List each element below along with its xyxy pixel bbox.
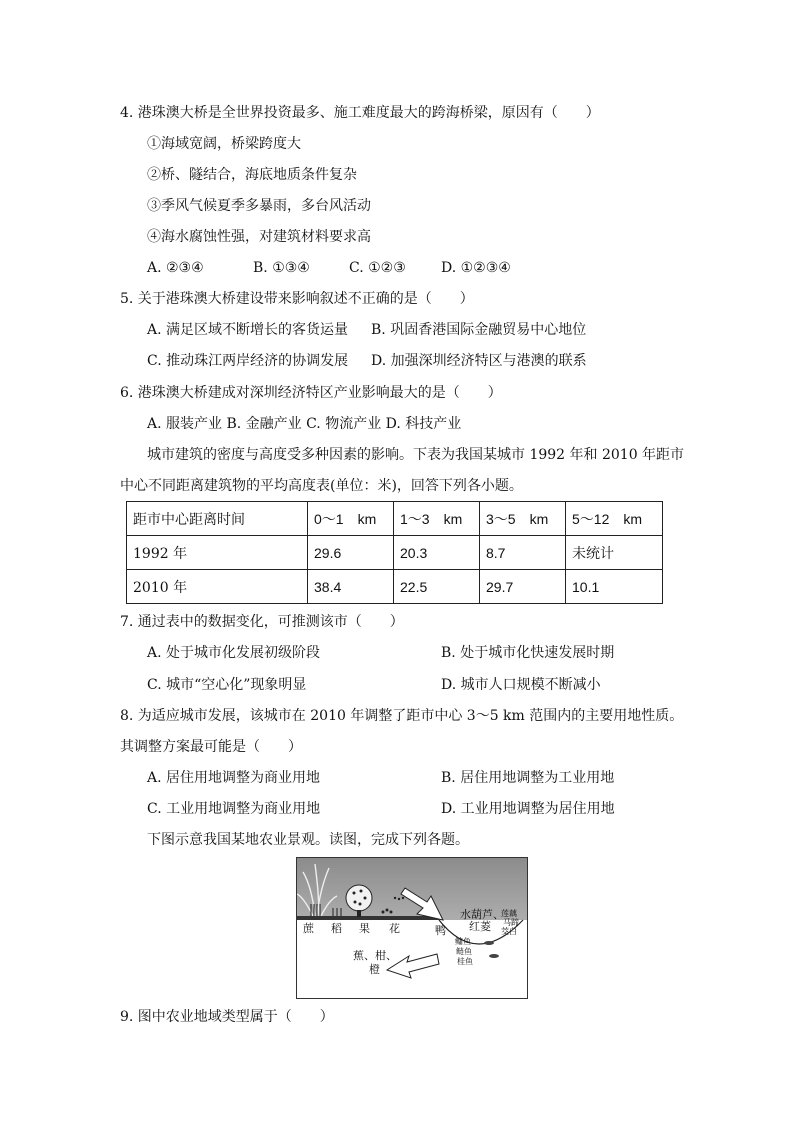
passage-2: 下图示意我国某地农业景观。读图，完成下列各题。 xyxy=(147,832,469,848)
table-cell-year: 1992 年 xyxy=(127,536,308,570)
table-cell: 20.3 xyxy=(394,536,480,570)
table-header-cell: 3～5 km xyxy=(480,502,566,536)
q4-item-2: ②桥、隧结合，海底地质条件复杂 xyxy=(147,167,357,183)
q5-option-b: B. 巩固香港国际金融贸易中心地位 xyxy=(371,322,587,338)
table-cell: 8.7 xyxy=(480,536,566,570)
figure-label: 莲藕 xyxy=(501,909,517,918)
figure-label: 水葫芦、 xyxy=(460,908,504,921)
table-row xyxy=(127,570,663,604)
q8-option-c: C. 工业用地调整为商业用地 xyxy=(147,801,321,817)
q7-option-c: C. 城市“空心化”现象明显 xyxy=(147,677,307,693)
figure-label: 花 xyxy=(389,922,400,935)
figure-label: 桂鱼 xyxy=(457,957,473,966)
figure-label: 鸭 xyxy=(435,924,446,937)
table-header-row xyxy=(127,502,663,536)
q5-stem: 5. 关于港珠澳大桥建设带来影响叙述不正确的是（ ） xyxy=(120,291,474,307)
q6-stem: 6. 港珠澳大桥建成对深圳经济特区产业影响最大的是（ ） xyxy=(120,385,502,401)
table-header-cell: 5～12 km xyxy=(566,502,663,536)
agriculture-landscape-figure xyxy=(296,857,528,999)
passage-1-line-2: 中心不同距离建筑物的平均高度表(单位：米)，回答下列各小题。 xyxy=(120,478,523,494)
q4-option-a: A. ②③④ xyxy=(147,260,204,276)
q8-option-b: B. 居住用地调整为工业用地 xyxy=(441,770,615,786)
q7-stem: 7. 通过表中的数据变化，可推测该市（ ） xyxy=(120,614,404,630)
figure-label: 果 xyxy=(359,922,370,935)
figure-label: 橙 xyxy=(369,963,380,976)
q6-options: A. 服装产业 B. 金融产业 C. 物流产业 D. 科技产业 xyxy=(147,416,462,432)
table-cell-year: 2010 年 xyxy=(127,570,308,604)
q7-option-d: D. 城市人口规模不断减小 xyxy=(441,677,601,693)
table-header-cell: 1～3 km xyxy=(394,502,480,536)
table-cell: 22.5 xyxy=(394,570,480,604)
table-header-cell: 距市中心距离时间 xyxy=(127,502,308,536)
q4-item-4: ④海水腐蚀性强，对建筑材料要求高 xyxy=(147,229,371,245)
q9-stem: 9. 图中农业地域类型属于（ ） xyxy=(120,1009,334,1025)
table-row xyxy=(127,536,663,570)
q4-option-b: B. ①③④ xyxy=(253,260,310,276)
table-cell: 38.4 xyxy=(308,570,394,604)
q8-stem-line-2: 其调整方案最可能是（ ） xyxy=(120,739,302,755)
q7-option-b: B. 处于城市化快速发展时期 xyxy=(441,645,615,661)
figure-label: 稻 xyxy=(331,922,342,935)
passage-1-line-1: 城市建筑的密度与高度受多种因素的影响。下表为我国某城市 1992 年和 2010 年距市 xyxy=(147,447,685,463)
figure-label: 鲢鱼 xyxy=(456,947,472,956)
figure-label: 蔗 xyxy=(303,922,314,935)
table-cell: 10.1 xyxy=(566,570,663,604)
q4-item-3: ③季风气候夏季多暴雨，多台风活动 xyxy=(147,198,371,214)
table-cell: 未统计 xyxy=(566,536,663,570)
table-cell: 29.6 xyxy=(308,536,394,570)
q4-option-c: C. ①②③ xyxy=(349,260,406,276)
table-header-cell: 0～1 km xyxy=(308,502,394,536)
q5-option-d: D. 加强深圳经济特区与港澳的联系 xyxy=(371,353,587,369)
q5-option-c: C. 推动珠江两岸经济的协调发展 xyxy=(147,353,349,369)
table-cell: 29.7 xyxy=(480,570,566,604)
q4-option-d: D. ①②③④ xyxy=(441,260,511,276)
figure-label: 蕉、柑、 xyxy=(353,949,397,962)
q8-option-a: A. 居住用地调整为商业用地 xyxy=(147,770,321,786)
figure-label: 鳙鱼 xyxy=(455,937,471,946)
q4-item-1: ①海域宽阔，桥梁跨度大 xyxy=(147,136,301,152)
q4-stem: 4. 港珠澳大桥是全世界投资最多、施工难度最大的跨海桥梁，原因有（ ） xyxy=(120,105,600,121)
figure-label: 茭白 xyxy=(501,927,517,936)
height-table xyxy=(126,501,663,604)
figure-label: 红菱 xyxy=(469,920,491,933)
q8-option-d: D. 工业用地调整为居住用地 xyxy=(441,801,615,817)
q7-option-a: A. 处于城市化发展初级阶段 xyxy=(147,645,321,661)
q8-stem-line-1: 8. 为适应城市发展，该城市在 2010 年调整了距市中心 3～5 km 范围内的主要用地性质。 xyxy=(120,708,684,724)
landscape-illustration xyxy=(297,858,527,998)
figure-label: 马蹄 xyxy=(503,918,519,927)
q5-option-a: A. 满足区域不断增长的客货运量 xyxy=(147,322,349,338)
